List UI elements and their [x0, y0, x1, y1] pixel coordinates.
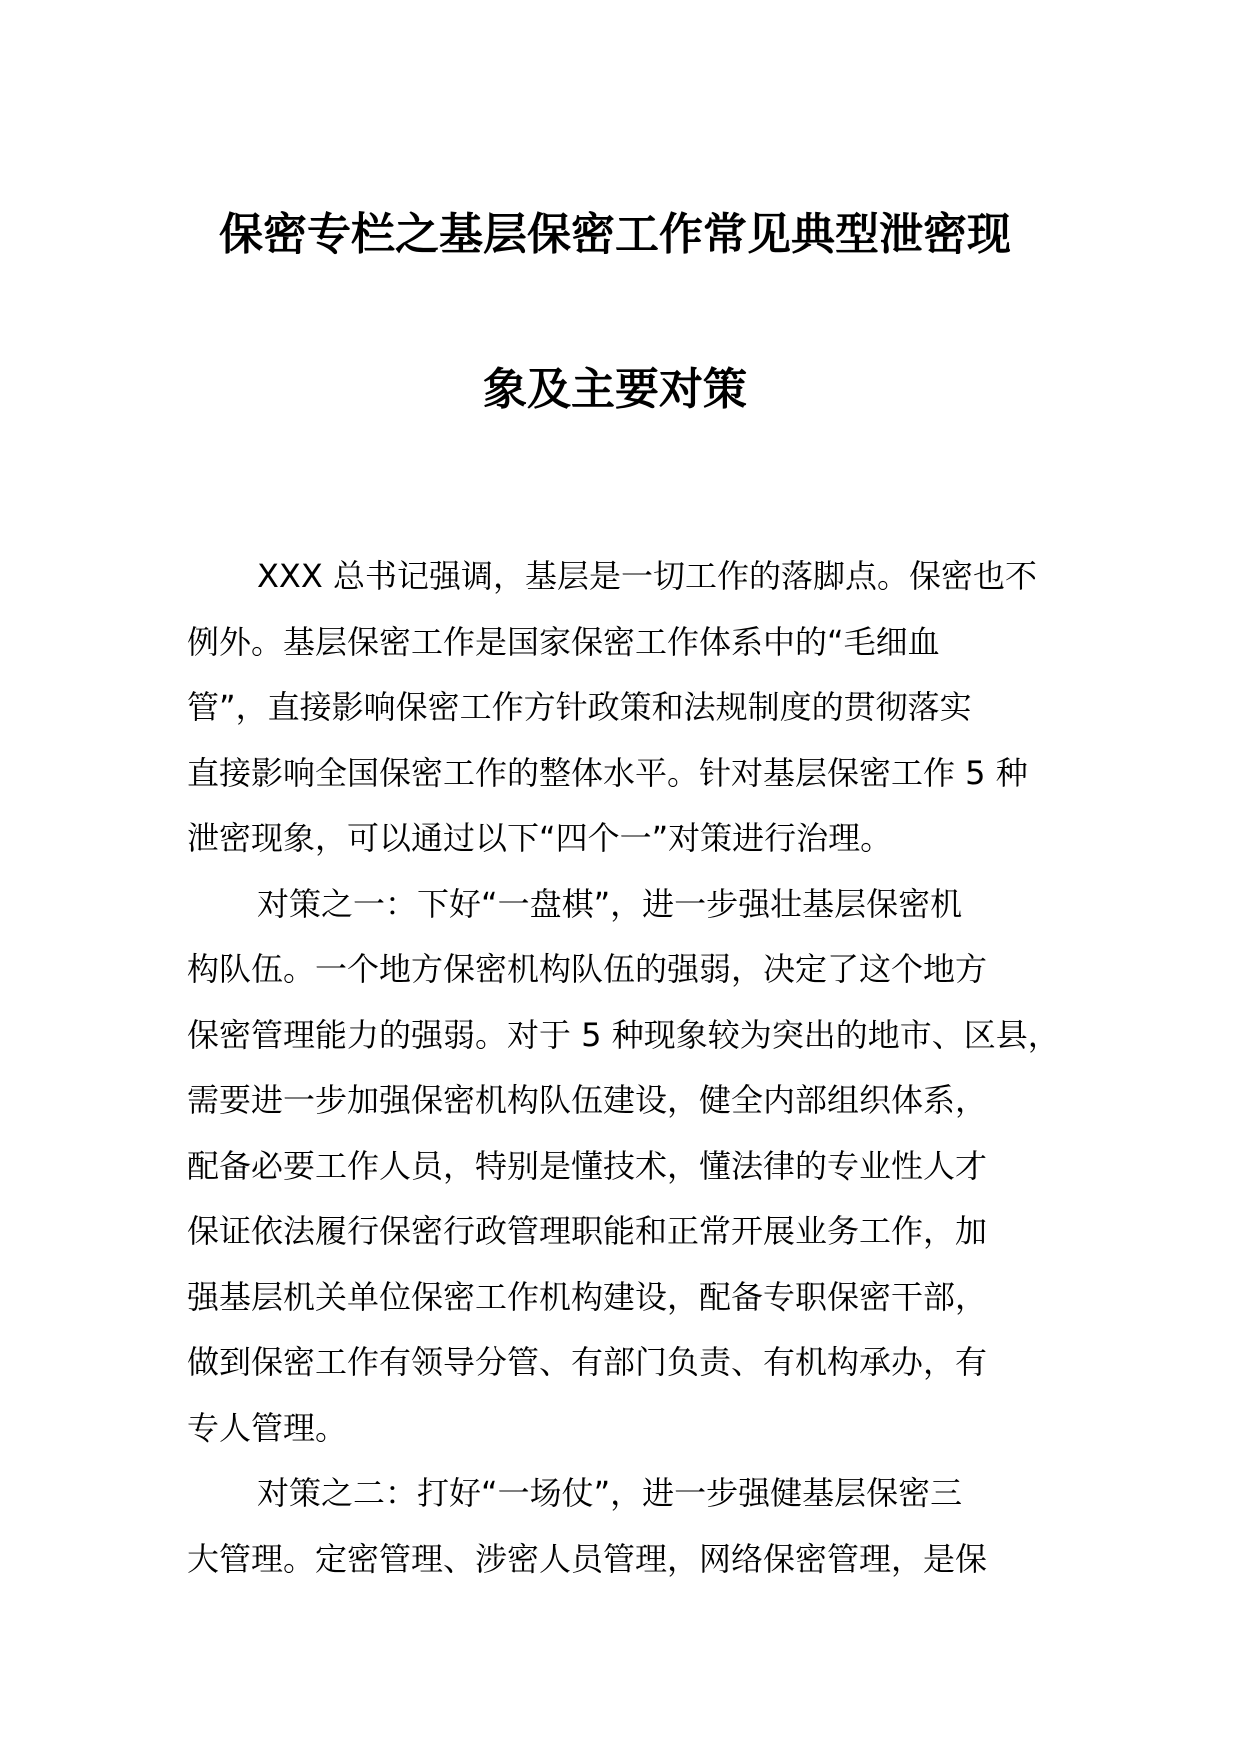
body-text-line: 专人管理。 — [187, 1408, 348, 1447]
body-text-line: 保证依法履行保密行政管理职能和正常开展业务工作，加 — [187, 1212, 988, 1250]
body-text-line: 配备必要工作人员，特别是懂技术，懂法律的专业性人才 — [187, 1146, 988, 1185]
body-text-line: 构队伍。一个地方保密机构队伍的强弱，决定了这个地方 — [187, 950, 988, 988]
document-body — [187, 544, 1067, 1592]
body-text-line: 直接影响全国保密工作的整体水平。针对基层保密工作 5 种 — [187, 753, 1028, 792]
body-text-line: 需要进一步加强保密机构队伍建设，健全内部组织体系， — [187, 1081, 988, 1119]
body-text-line: XXX 总书记强调，基层是一切工作的落脚点。保密也不 — [257, 557, 1037, 595]
body-text-line: 管”，直接影响保密工作方针政策和法规制度的贯彻落实 — [187, 688, 972, 726]
document-title-line-2: 象及主要对策 — [483, 364, 747, 415]
body-text-line: 对策之一：下好“一盘棋”，进一步强壮基层保密机 — [257, 884, 963, 923]
document-title-line-1: 保密专栏之基层保密工作常见典型泄密现 — [219, 209, 1011, 260]
body-text-line: 大管理。定密管理、涉密人员管理，网络保密管理，是保 — [187, 1539, 988, 1578]
body-text-line: 保密管理能力的强弱。对于 5 种现象较为突出的地市、区县， — [187, 1015, 1060, 1054]
body-text-line: 泄密现象，可以通过以下“四个一”对策进行治理。 — [187, 819, 893, 857]
body-text-line: 做到保密工作有领导分管、有部门负责、有机构承办，有 — [187, 1343, 988, 1381]
body-text-line: 例外。基层保密工作是国家保密工作体系中的“毛细血 — [187, 622, 940, 661]
body-text-line: 对策之二：打好“一场仗”，进一步强健基层保密三 — [257, 1474, 963, 1512]
body-text-line: 强基层机关单位保密工作机构建设，配备专职保密干部， — [187, 1277, 988, 1316]
